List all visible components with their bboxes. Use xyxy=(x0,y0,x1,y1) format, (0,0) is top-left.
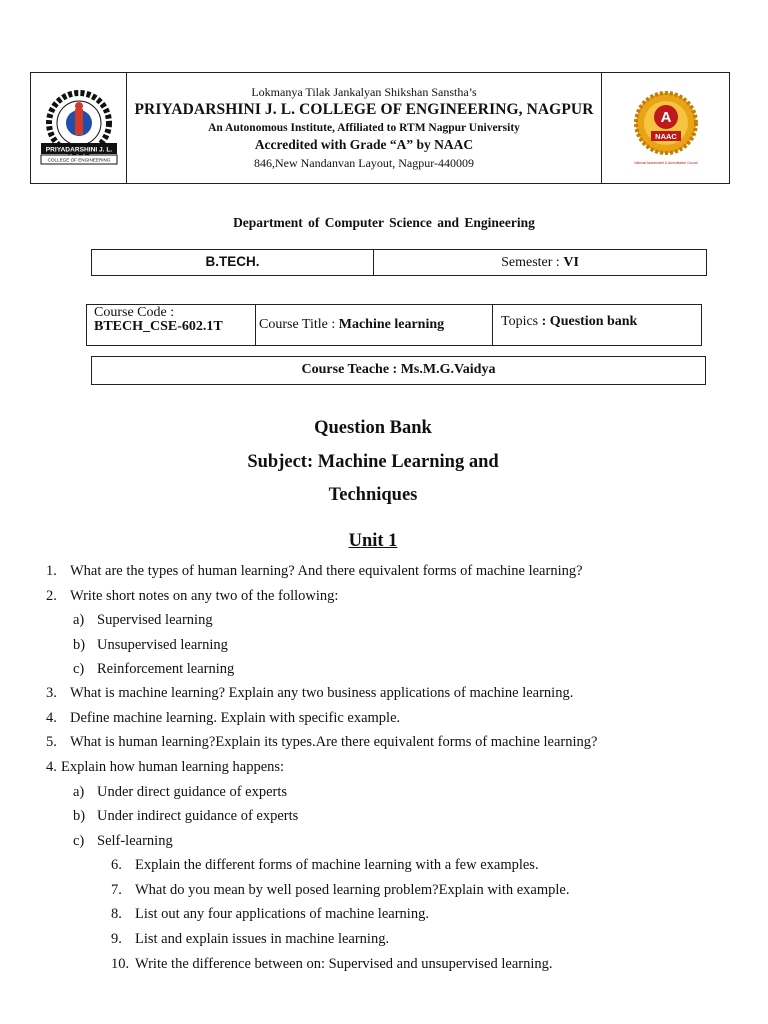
naac-a-grade-seal-icon xyxy=(613,87,723,173)
subject-title: Subject: Machine Learning and xyxy=(247,452,499,472)
list-item xyxy=(46,685,573,702)
program-row xyxy=(91,249,707,276)
item-number: 10. xyxy=(111,956,130,972)
course-code-label: Course Code : xyxy=(94,305,175,320)
item-text: What do you mean by well posed learning problem?Explain with example. xyxy=(135,882,570,898)
item-number: 8. xyxy=(111,906,122,922)
list-item xyxy=(73,612,213,629)
list-item xyxy=(46,588,338,605)
item-number: 4. xyxy=(46,759,57,775)
item-text: Define machine learning. Explain with specific example. xyxy=(70,710,401,726)
item-text: What are the types of human learning? And there equivalent forms of machine learning? xyxy=(70,563,583,579)
list-item xyxy=(73,637,228,654)
topics-value: : Question bank xyxy=(541,314,638,329)
list-item xyxy=(46,563,583,580)
item-text: Under direct guidance of experts xyxy=(97,784,288,800)
item-number: b) xyxy=(73,637,86,653)
item-number: b) xyxy=(73,808,86,824)
item-text: What is human learning?Explain its types.Are there equivalent forms of machine learning? xyxy=(70,734,598,750)
address: 846,New Nandanvan Layout, Nagpur-440009 xyxy=(253,156,475,170)
college-header xyxy=(30,72,730,184)
unit-heading: Unit 1 xyxy=(348,531,398,551)
list-item xyxy=(46,734,597,751)
list-item xyxy=(111,931,389,948)
list-item xyxy=(73,833,173,850)
item-number: 3. xyxy=(46,685,57,701)
item-number: a) xyxy=(73,612,85,628)
item-text: Unsupervised learning xyxy=(97,637,228,653)
item-text: Reinforcement learning xyxy=(97,661,235,677)
course-code-value: BTECH_CSE-602.1T xyxy=(94,319,223,334)
list-item xyxy=(111,882,569,899)
program-name: B.TECH. xyxy=(205,254,260,269)
list-item xyxy=(46,759,284,776)
course-teacher: Course Teache : Ms.M.G.Vaidya xyxy=(301,362,496,377)
college-emblem-icon xyxy=(37,87,121,171)
item-text: Write short notes on any two of the following: xyxy=(70,588,339,604)
list-item xyxy=(111,906,429,923)
logo-text-bottom: COLLEGE OF ENGINEERING xyxy=(47,157,111,163)
list-item xyxy=(111,857,539,874)
topics-label: Topics xyxy=(501,314,539,329)
item-number: 9. xyxy=(111,931,122,947)
subject-title: Techniques xyxy=(328,485,418,505)
list-item xyxy=(73,808,298,825)
page-title: Question Bank xyxy=(314,418,432,438)
cell-divider xyxy=(492,305,493,345)
course-title-label: Course Title : xyxy=(259,317,336,332)
list-item xyxy=(73,661,234,678)
item-number: c) xyxy=(73,833,85,849)
naac-label: NAAC xyxy=(655,132,677,141)
semester xyxy=(374,255,706,271)
teacher-row xyxy=(91,356,706,385)
item-number: c) xyxy=(73,661,85,677)
item-number: 6. xyxy=(111,857,122,873)
course-row xyxy=(86,304,702,346)
list-item xyxy=(111,956,553,973)
course-title xyxy=(259,317,444,333)
semester-label: Semester : xyxy=(501,255,560,270)
item-text: List and explain issues in machine learning. xyxy=(135,931,390,947)
item-text: Supervised learning xyxy=(97,612,213,628)
college-name: PRIYADARSHINI J. L. COLLEGE OF ENGINEERING, NAGPUR xyxy=(134,101,594,118)
naac-grade: A xyxy=(660,109,672,126)
item-number: 2. xyxy=(46,588,57,604)
item-text: Under indirect guidance of experts xyxy=(97,808,299,824)
item-text: What is machine learning? Explain any two business applications of machine learning. xyxy=(70,685,574,701)
item-number: 4. xyxy=(46,710,57,726)
accreditation: Accredited with Grade “A” by NAAC xyxy=(254,137,474,152)
item-text: List out any four applications of machine learning. xyxy=(135,906,429,922)
item-text: Self-learning xyxy=(97,833,173,849)
department-name: Department of Computer Science and Engineering xyxy=(233,215,535,230)
cell-divider xyxy=(255,305,256,345)
naac-caption: National Assessment & Accreditation Council xyxy=(634,161,698,165)
logo-text-top: PRIYADARSHINI J. L. xyxy=(45,146,113,154)
item-number: 1. xyxy=(46,563,57,579)
item-number: 7. xyxy=(111,882,122,898)
list-item xyxy=(73,784,287,801)
item-text: Explain how human learning happens: xyxy=(61,759,285,775)
item-number: 5. xyxy=(46,734,57,750)
list-item xyxy=(46,710,400,727)
course-title-value: Machine learning xyxy=(338,317,445,332)
item-text: Explain the different forms of machine learning with a few examples. xyxy=(135,857,539,873)
affiliation: An Autonomous Institute, Affiliated to RTM Nagpur University xyxy=(208,122,520,134)
society-name: Lokmanya Tilak Jankalyan Shikshan Sanstha’s xyxy=(251,85,477,99)
header-divider xyxy=(601,73,602,183)
semester-value: VI xyxy=(563,255,579,270)
item-number: a) xyxy=(73,784,85,800)
item-text: Write the difference between on: Supervised and unsupervised learning. xyxy=(135,956,553,972)
topics xyxy=(501,314,637,330)
